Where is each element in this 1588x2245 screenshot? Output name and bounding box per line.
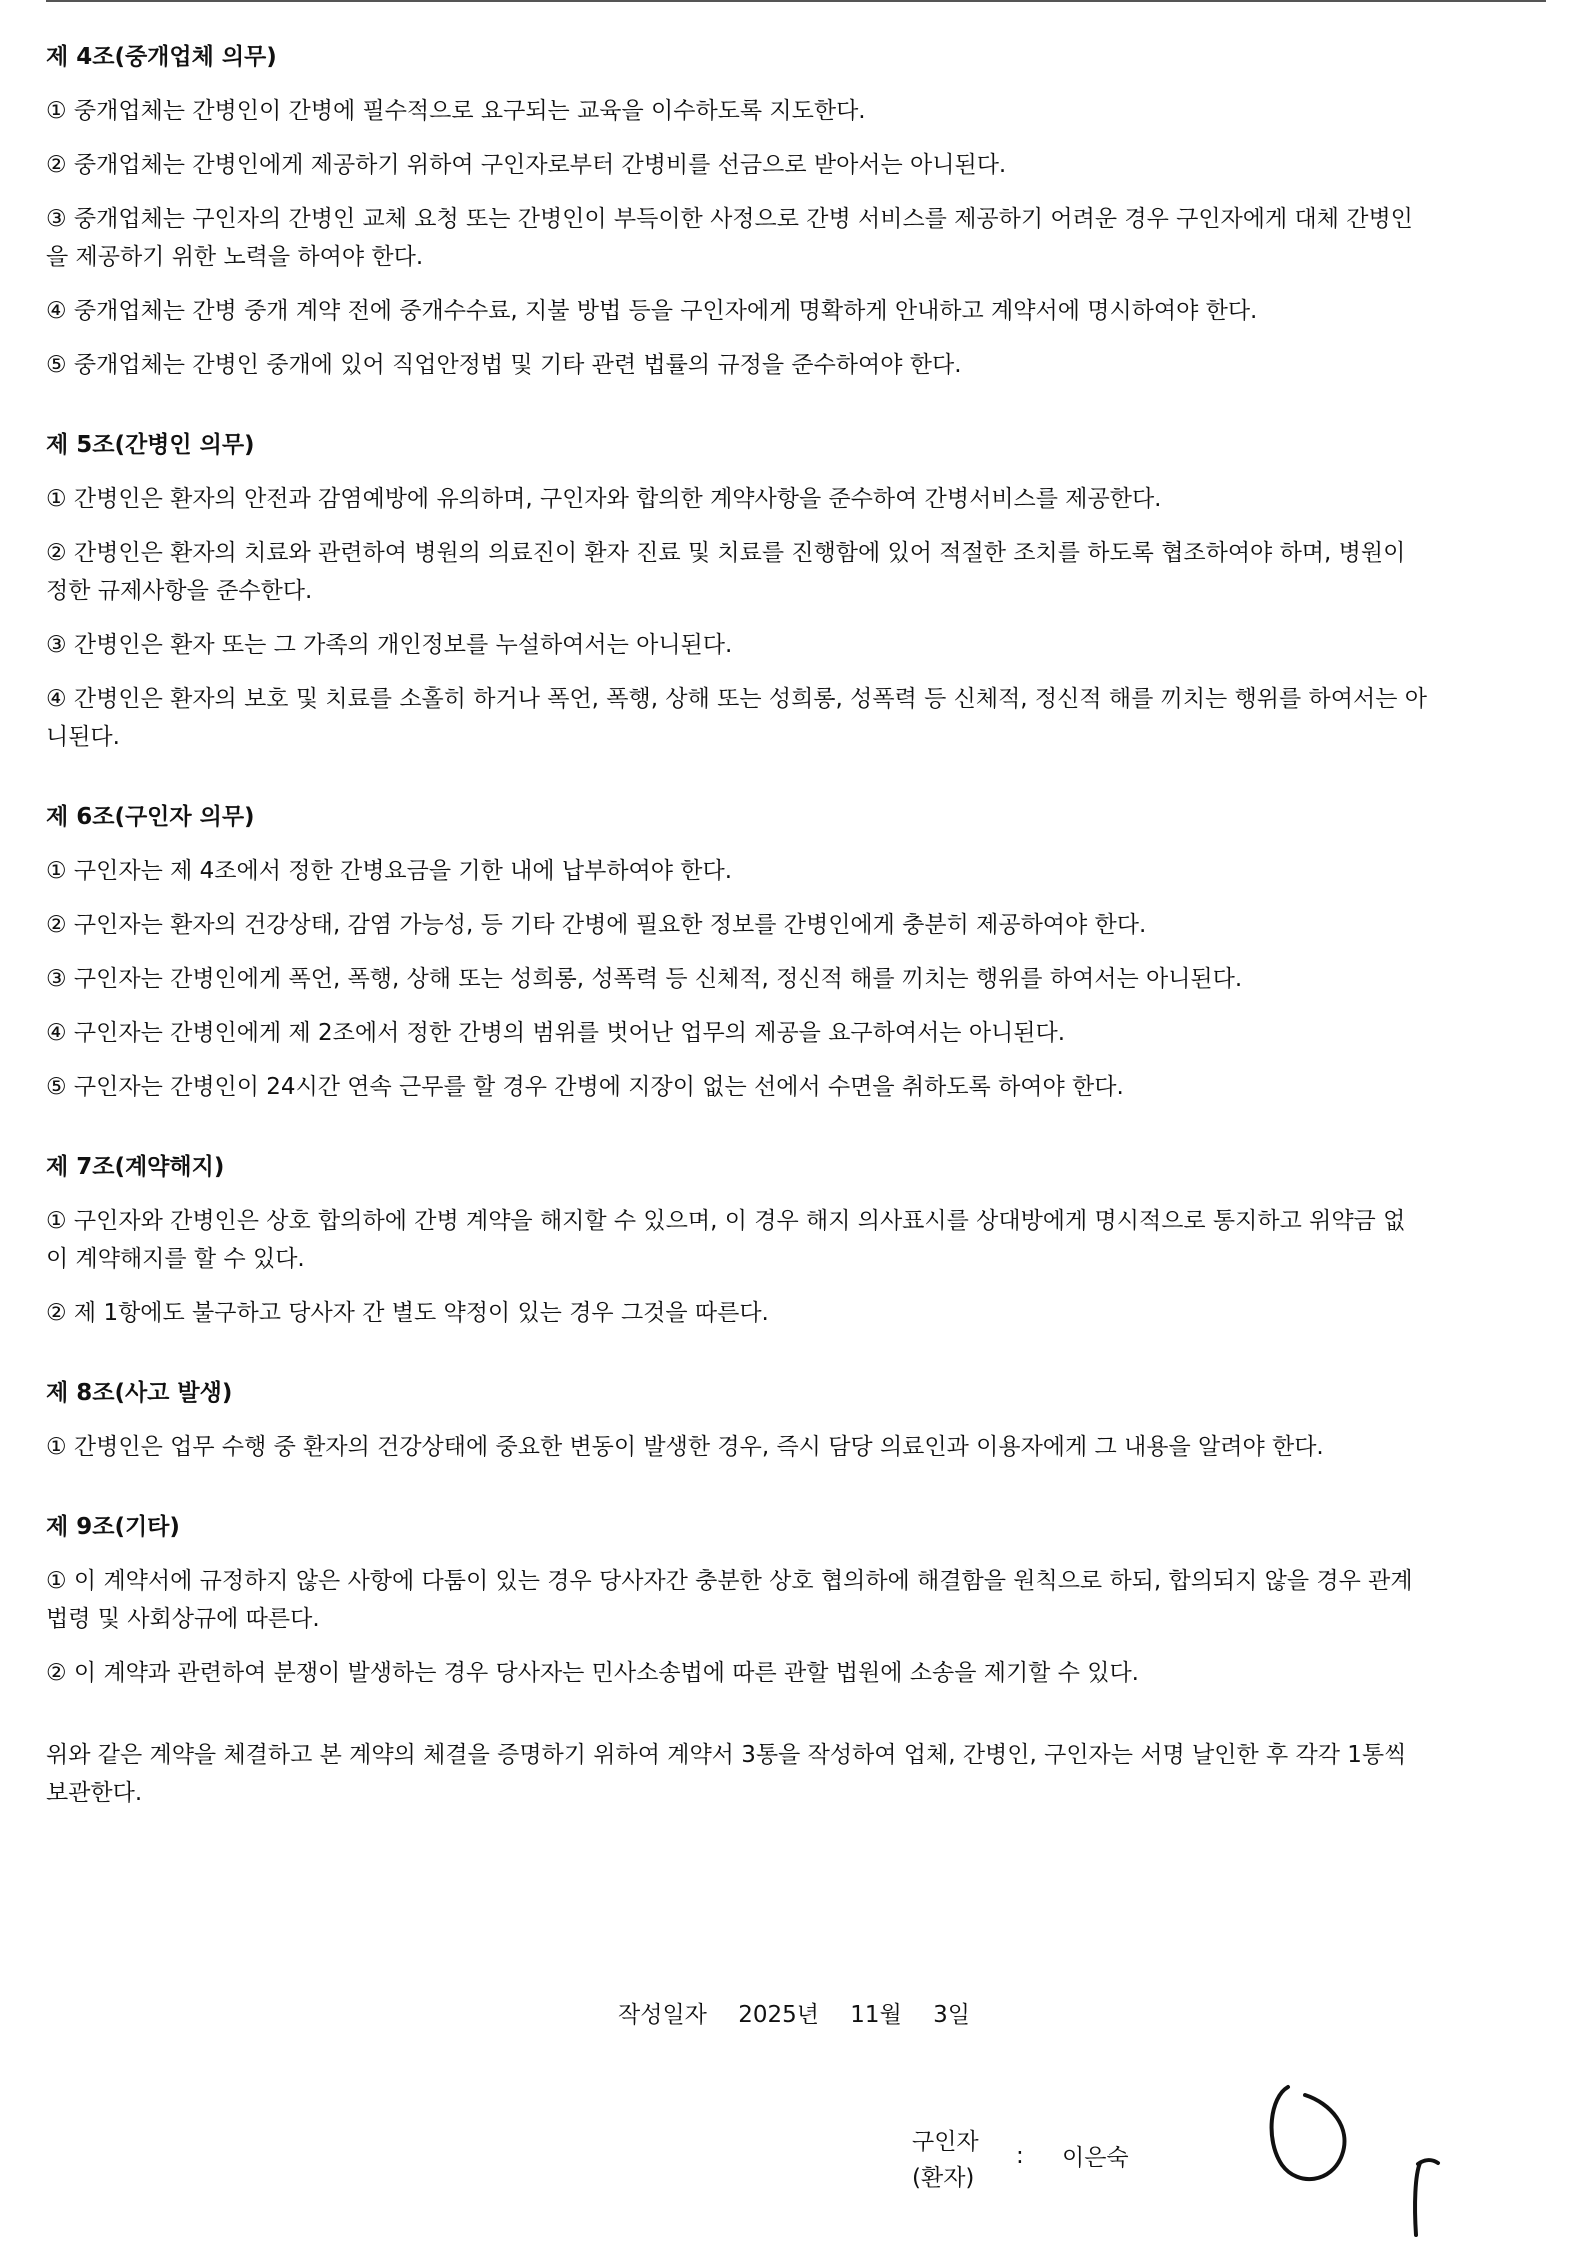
clause: ④ 간병인은 환자의 보호 및 치료를 소홀히 하거나 폭언, 폭행, 상해 또는 성희롱, 성폭력 등 신체적, 정신적 해를 끼치는 행위를 하여서는 아 니된다. <box>46 686 1427 750</box>
clause: ⑤ 중개업체는 간병인 중개에 있어 직업안정법 및 기타 관련 법률의 규정을 준수하여야 한다. <box>46 352 962 378</box>
clause: ③ 간병인은 환자 또는 그 가족의 개인정보를 누설하여서는 아니된다. <box>46 632 733 658</box>
clause: ① 이 계약서에 규정하지 않은 사항에 다툼이 있는 경우 당사자간 충분한 상호 협의하에 해결함을 원칙으로 하되, 합의되지 않을 경우 관계 법령 및 사회상규에 따른다. <box>46 1568 1413 1632</box>
article-4 <box>46 40 1546 384</box>
clause: ① 간병인은 환자의 안전과 감염예방에 유의하며, 구인자와 합의한 계약사항을 준수하여 간병서비스를 제공한다. <box>46 486 1162 512</box>
clause: ② 중개업체는 간병인에게 제공하기 위하여 구인자로부터 간병비를 선금으로 받아서는 아니된다. <box>46 152 1007 178</box>
top-rule <box>46 0 1546 2</box>
clause: ① 구인자와 간병인은 상호 합의하에 간병 계약을 해지할 수 있으며, 이 경우 해지 의사표시를 상대방에게 명시적으로 통지하고 위약금 없 이 계약해지를 할 수 있다. <box>46 1208 1406 1272</box>
date-day: 3일 <box>933 2002 970 2028</box>
signer-name: 이은숙 <box>1062 2145 1129 2171</box>
clause: ① 구인자는 제 4조에서 정한 간병요금을 기한 내에 납부하여야 한다. <box>46 858 733 884</box>
clause: ① 간병인은 업무 수행 중 환자의 건강상태에 중요한 변동이 발생한 경우, 즉시 담당 의료인과 이용자에게 그 내용을 알려야 한다. <box>46 1434 1324 1460</box>
signature-stroke-hook <box>1418 2160 1438 2164</box>
article-9 <box>46 1510 1546 1692</box>
clause: ③ 구인자는 간병인에게 폭언, 폭행, 상해 또는 성희롱, 성폭력 등 신체적, 정신적 해를 끼치는 행위를 하여서는 아니된다. <box>46 966 1243 992</box>
signature-stroke-circle <box>1272 2087 1345 2179</box>
article-5 <box>46 428 1546 756</box>
clause: ② 제 1항에도 불구하고 당사자 간 별도 약정이 있는 경우 그것을 따른다. <box>46 1300 769 1326</box>
clause: ④ 구인자는 간병인에게 제 2조에서 정한 간병의 범위를 벗어난 업무의 제공을 요구하여서는 아니된다. <box>46 1020 1066 1046</box>
article-7 <box>46 1150 1546 1332</box>
clause: ② 이 계약과 관련하여 분쟁이 발생하는 경우 당사자는 민사소송법에 따른 관할 법원에 소송을 제기할 수 있다. <box>46 1660 1139 1686</box>
date-label: 작성일자 <box>618 2002 707 2028</box>
date-line <box>0 1998 1588 2032</box>
date-year: 2025년 <box>738 2002 819 2028</box>
signer-role-line2: (환자) <box>912 2165 975 2191</box>
contract-document <box>46 40 1546 1812</box>
clause: ④ 중개업체는 간병 중개 계약 전에 중개수수료, 지불 방법 등을 구인자에게 명확하게 안내하고 계약서에 명시하여야 한다. <box>46 298 1258 324</box>
handwritten-signature <box>1250 2055 1460 2245</box>
article-title: 제 6조(구인자 의무) <box>46 804 255 830</box>
clause: ② 구인자는 환자의 건강상태, 감염 가능성, 등 기타 간병에 필요한 정보를 간병인에게 충분히 제공하여야 한다. <box>46 912 1147 938</box>
signature-stroke-vertical <box>1415 2163 1420 2235</box>
article-title: 제 7조(계약해지) <box>46 1154 225 1180</box>
clause: ③ 중개업체는 구인자의 간병인 교체 요청 또는 간병인이 부득이한 사정으로 간병 서비스를 제공하기 어려운 경우 구인자에게 대체 간병인 을 제공하기 위한 노력을 하여야 한다. <box>46 206 1413 270</box>
article-title: 제 9조(기타) <box>46 1514 180 1540</box>
closing-statement: 위와 같은 계약을 체결하고 본 계약의 체결을 증명하기 위하여 계약서 3통을 작성하여 업체, 간병인, 구인자는 서명 날인한 후 각각 1통씩 보관한다. <box>46 1742 1407 1806</box>
article-title: 제 4조(중개업체 의무) <box>46 44 277 70</box>
date-month: 11월 <box>850 2002 902 2028</box>
article-8 <box>46 1376 1546 1466</box>
article-title: 제 8조(사고 발생) <box>46 1380 233 1406</box>
signer-colon: : <box>1016 2143 1024 2169</box>
clause: ⑤ 구인자는 간병인이 24시간 연속 근무를 할 경우 간병에 지장이 없는 선에서 수면을 취하도록 하여야 한다. <box>46 1074 1124 1100</box>
article-title: 제 5조(간병인 의무) <box>46 432 255 458</box>
clause: ① 중개업체는 간병인이 간병에 필수적으로 요구되는 교육을 이수하도록 지도한다. <box>46 98 866 124</box>
clause: ② 간병인은 환자의 치료와 관련하여 병원의 의료진이 환자 진료 및 치료를 진행함에 있어 적절한 조치를 하도록 협조하여야 하며, 병원이 정한 규제사항을 준수한다. <box>46 540 1406 604</box>
signer-role <box>912 2124 1002 2196</box>
signer-role-line1: 구인자 <box>912 2129 979 2155</box>
article-6 <box>46 800 1546 1106</box>
